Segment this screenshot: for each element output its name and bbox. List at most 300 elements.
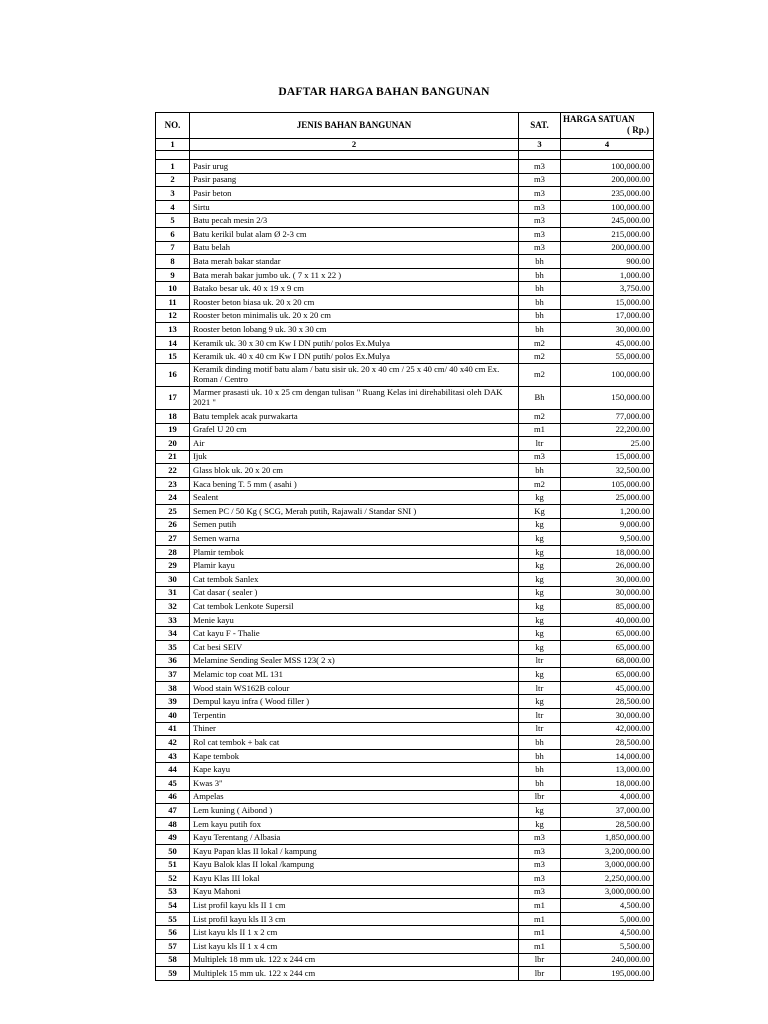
item-price: 4,000.00 [561, 790, 654, 804]
item-no: 32 [156, 600, 190, 614]
table-row [156, 940, 654, 954]
item-price: 32,500.00 [561, 464, 654, 478]
item-name: Multiplek 15 mm uk. 122 x 244 cm [190, 967, 519, 981]
item-name: Kwas 3" [190, 776, 519, 790]
table-row [156, 214, 654, 228]
table-row [156, 532, 654, 546]
item-price: 45,000.00 [561, 336, 654, 350]
item-name: List kayu kls II 1 x 2 cm [190, 926, 519, 940]
item-unit: bh [519, 282, 561, 296]
table-row [156, 831, 654, 845]
blank-cell [190, 151, 519, 160]
item-unit: m3 [519, 173, 561, 187]
table-row [156, 899, 654, 913]
table-row [156, 817, 654, 831]
item-no: 29 [156, 559, 190, 573]
item-unit: m3 [519, 200, 561, 214]
item-no: 44 [156, 763, 190, 777]
item-price: 28,500.00 [561, 695, 654, 709]
item-price: 2,250,000.00 [561, 872, 654, 886]
item-no: 16 [156, 363, 190, 386]
item-unit: kg [519, 532, 561, 546]
item-unit: m3 [519, 450, 561, 464]
item-name: Keramik uk. 40 x 40 cm Kw I DN putih/ polos Ex.Mulya [190, 350, 519, 364]
table-row [156, 722, 654, 736]
table-row [156, 858, 654, 872]
item-price: 195,000.00 [561, 967, 654, 981]
item-unit: bh [519, 776, 561, 790]
item-price: 200,000.00 [561, 173, 654, 187]
item-name: Kaca bening T. 5 mm ( asahi ) [190, 477, 519, 491]
item-no: 56 [156, 926, 190, 940]
item-unit: m1 [519, 926, 561, 940]
item-no: 57 [156, 940, 190, 954]
item-unit: kg [519, 586, 561, 600]
table-row [156, 641, 654, 655]
item-price: 245,000.00 [561, 214, 654, 228]
item-price: 150,000.00 [561, 386, 654, 409]
item-unit: kg [519, 559, 561, 573]
header-no: NO. [156, 113, 190, 139]
item-price: 3,000,000.00 [561, 858, 654, 872]
item-unit: kg [519, 600, 561, 614]
item-name: Melamine Sending Sealer MSS 123( 2 x) [190, 654, 519, 668]
item-no: 50 [156, 844, 190, 858]
item-price: 5,000.00 [561, 912, 654, 926]
table-row [156, 600, 654, 614]
item-price: 4,500.00 [561, 926, 654, 940]
item-unit: bh [519, 268, 561, 282]
item-name: Pasir pasang [190, 173, 519, 187]
item-name: Air [190, 437, 519, 451]
table-row [156, 708, 654, 722]
item-no: 3 [156, 187, 190, 201]
item-unit: lbr [519, 967, 561, 981]
table-row [156, 763, 654, 777]
item-no: 8 [156, 255, 190, 269]
item-no: 37 [156, 668, 190, 682]
table-row [156, 268, 654, 282]
item-no: 58 [156, 953, 190, 967]
item-name: Kayu Balok klas II lokal /kampung [190, 858, 519, 872]
item-name: Keramik dinding motif batu alam / batu sisir uk. 20 x 40 cm / 25 x 40 cm/ 40 x40 cm Ex. Roman / Centro [190, 363, 519, 386]
item-price: 30,000.00 [561, 573, 654, 587]
item-no: 24 [156, 491, 190, 505]
item-no: 22 [156, 464, 190, 478]
item-unit: bh [519, 763, 561, 777]
item-price: 68,000.00 [561, 654, 654, 668]
item-name: Multiplek 18 mm uk. 122 x 244 cm [190, 953, 519, 967]
table-row [156, 912, 654, 926]
item-price: 1,850,000.00 [561, 831, 654, 845]
table-row [156, 423, 654, 437]
item-name: Semen putih [190, 518, 519, 532]
column-index: 3 [519, 139, 561, 151]
item-unit: m1 [519, 899, 561, 913]
item-price: 37,000.00 [561, 804, 654, 818]
item-unit: bh [519, 295, 561, 309]
item-unit: kg [519, 695, 561, 709]
item-name: Kayu Terentang / Albasia [190, 831, 519, 845]
item-unit: m3 [519, 227, 561, 241]
blank-row [156, 151, 654, 160]
item-name: Cat dasar ( sealer ) [190, 586, 519, 600]
item-price: 17,000.00 [561, 309, 654, 323]
item-no: 17 [156, 386, 190, 409]
item-no: 25 [156, 505, 190, 519]
column-index: 4 [561, 139, 654, 151]
item-name: Grafel U 20 cm [190, 423, 519, 437]
item-no: 12 [156, 309, 190, 323]
table-row [156, 437, 654, 451]
table-row [156, 363, 654, 386]
item-price: 65,000.00 [561, 627, 654, 641]
item-unit: m3 [519, 872, 561, 886]
item-no: 55 [156, 912, 190, 926]
item-price: 77,000.00 [561, 409, 654, 423]
item-no: 9 [156, 268, 190, 282]
item-no: 6 [156, 227, 190, 241]
item-price: 9,000.00 [561, 518, 654, 532]
item-price: 30,000.00 [561, 586, 654, 600]
item-no: 42 [156, 736, 190, 750]
column-index-row [156, 139, 654, 151]
item-no: 47 [156, 804, 190, 818]
table-row [156, 505, 654, 519]
item-price: 15,000.00 [561, 295, 654, 309]
table-row [156, 491, 654, 505]
item-no: 10 [156, 282, 190, 296]
item-unit: m3 [519, 187, 561, 201]
table-row [156, 613, 654, 627]
item-unit: m3 [519, 241, 561, 255]
table-row [156, 336, 654, 350]
item-unit: kg [519, 804, 561, 818]
item-price: 1,000.00 [561, 268, 654, 282]
item-price: 25,000.00 [561, 491, 654, 505]
table-row [156, 559, 654, 573]
item-no: 43 [156, 749, 190, 763]
item-price: 30,000.00 [561, 323, 654, 337]
table-row [156, 545, 654, 559]
item-no: 18 [156, 409, 190, 423]
item-price: 13,000.00 [561, 763, 654, 777]
item-unit: kg [519, 613, 561, 627]
item-no: 31 [156, 586, 190, 600]
table-row [156, 227, 654, 241]
table-row [156, 736, 654, 750]
blank-cell [519, 151, 561, 160]
table-row [156, 282, 654, 296]
page-title: DAFTAR HARGA BAHAN BANGUNAN [278, 86, 490, 98]
item-unit: Kg [519, 505, 561, 519]
table-row [156, 409, 654, 423]
table-row [156, 668, 654, 682]
item-price: 235,000.00 [561, 187, 654, 201]
header-name: JENIS BAHAN BANGUNAN [190, 113, 519, 139]
item-price: 65,000.00 [561, 668, 654, 682]
header-price-line1: HARGA SATUAN [563, 114, 635, 124]
item-price: 4,500.00 [561, 899, 654, 913]
item-name: Wood stain WS162B colour [190, 681, 519, 695]
item-name: Lem kayu putih fox [190, 817, 519, 831]
item-price: 85,000.00 [561, 600, 654, 614]
item-price: 25.00 [561, 437, 654, 451]
item-name: Cat tembok Lenkote Supersil [190, 600, 519, 614]
item-unit: m2 [519, 409, 561, 423]
item-price: 1,200.00 [561, 505, 654, 519]
table-row [156, 323, 654, 337]
table-row [156, 790, 654, 804]
item-unit: ltr [519, 654, 561, 668]
item-name: Cat tembok Sanlex [190, 573, 519, 587]
item-price: 3,750.00 [561, 282, 654, 296]
item-unit: ltr [519, 437, 561, 451]
item-price: 240,000.00 [561, 953, 654, 967]
table-row [156, 255, 654, 269]
item-unit: ltr [519, 681, 561, 695]
item-price: 30,000.00 [561, 708, 654, 722]
item-no: 33 [156, 613, 190, 627]
item-name: List profil kayu kls II 1 cm [190, 899, 519, 913]
item-no: 49 [156, 831, 190, 845]
item-price: 5,500.00 [561, 940, 654, 954]
item-no: 52 [156, 872, 190, 886]
item-unit: m2 [519, 363, 561, 386]
table-row [156, 309, 654, 323]
item-name: Batu kerikil bulat alam Ø 2-3 cm [190, 227, 519, 241]
item-price: 100,000.00 [561, 200, 654, 214]
item-name: Melamic top coat ML 131 [190, 668, 519, 682]
table-row [156, 627, 654, 641]
item-price: 26,000.00 [561, 559, 654, 573]
item-no: 59 [156, 967, 190, 981]
item-no: 51 [156, 858, 190, 872]
table-row [156, 844, 654, 858]
item-no: 48 [156, 817, 190, 831]
item-price: 3,000,000.00 [561, 885, 654, 899]
table-row [156, 695, 654, 709]
table-row [156, 804, 654, 818]
item-name: Bata merah bakar standar [190, 255, 519, 269]
item-no: 39 [156, 695, 190, 709]
item-name: Kayu Mahoni [190, 885, 519, 899]
item-name: Pasir beton [190, 187, 519, 201]
item-price: 100,000.00 [561, 160, 654, 174]
table-row [156, 200, 654, 214]
item-name: Plamir kayu [190, 559, 519, 573]
item-no: 35 [156, 641, 190, 655]
item-name: Menie kayu [190, 613, 519, 627]
item-no: 15 [156, 350, 190, 364]
item-price: 100,000.00 [561, 363, 654, 386]
table-row [156, 586, 654, 600]
table-row [156, 967, 654, 981]
item-name: Cat besi SEIV [190, 641, 519, 655]
blank-cell [561, 151, 654, 160]
item-no: 19 [156, 423, 190, 437]
item-no: 28 [156, 545, 190, 559]
header-price [561, 113, 654, 139]
table-row [156, 477, 654, 491]
item-no: 40 [156, 708, 190, 722]
item-name: Ijuk [190, 450, 519, 464]
item-price: 105,000.00 [561, 477, 654, 491]
item-unit: m1 [519, 940, 561, 954]
table-row [156, 386, 654, 409]
table-row [156, 926, 654, 940]
item-unit: bh [519, 255, 561, 269]
item-name: Rooster beton biasa uk. 20 x 20 cm [190, 295, 519, 309]
table-row [156, 654, 654, 668]
item-no: 4 [156, 200, 190, 214]
item-price: 22,200.00 [561, 423, 654, 437]
item-unit: bh [519, 464, 561, 478]
table-row [156, 187, 654, 201]
item-unit: ltr [519, 722, 561, 736]
table-row [156, 464, 654, 478]
item-unit: m3 [519, 831, 561, 845]
item-name: Batu templek acak purwakarta [190, 409, 519, 423]
item-name: Thiner [190, 722, 519, 736]
item-price: 18,000.00 [561, 545, 654, 559]
item-name: Glass blok uk. 20 x 20 cm [190, 464, 519, 478]
item-unit: m3 [519, 160, 561, 174]
item-price: 28,500.00 [561, 736, 654, 750]
table-row [156, 953, 654, 967]
item-name: Marmer prasasti uk. 10 x 25 cm dengan tulisan " Ruang Kelas ini direhabilitasi oleh DAK 2021 " [190, 386, 519, 409]
item-price: 28,500.00 [561, 817, 654, 831]
item-price: 42,000.00 [561, 722, 654, 736]
item-unit: bh [519, 309, 561, 323]
table-row [156, 681, 654, 695]
item-price: 215,000.00 [561, 227, 654, 241]
item-price: 14,000.00 [561, 749, 654, 763]
item-name: List kayu kls II 1 x 4 cm [190, 940, 519, 954]
item-no: 14 [156, 336, 190, 350]
item-unit: m1 [519, 423, 561, 437]
item-name: Rooster beton minimalis uk. 20 x 20 cm [190, 309, 519, 323]
item-no: 27 [156, 532, 190, 546]
table-row [156, 241, 654, 255]
table-header-row [156, 113, 654, 139]
table-row [156, 450, 654, 464]
item-price: 9,500.00 [561, 532, 654, 546]
item-name: Sirtu [190, 200, 519, 214]
item-unit: m3 [519, 885, 561, 899]
item-price: 900.00 [561, 255, 654, 269]
item-name: Sealent [190, 491, 519, 505]
item-unit: m3 [519, 214, 561, 228]
item-name: Keramik uk. 30 x 30 cm Kw I DN putih/ polos Ex.Mulya [190, 336, 519, 350]
item-unit: bh [519, 323, 561, 337]
item-no: 34 [156, 627, 190, 641]
item-no: 23 [156, 477, 190, 491]
table-row [156, 295, 654, 309]
item-no: 36 [156, 654, 190, 668]
item-price: 18,000.00 [561, 776, 654, 790]
item-name: Lem kuning ( Aibond ) [190, 804, 519, 818]
header-sat: SAT. [519, 113, 561, 139]
item-name: Kape kayu [190, 763, 519, 777]
table-row [156, 350, 654, 364]
item-name: Rol cat tembok + bak cat [190, 736, 519, 750]
item-unit: kg [519, 627, 561, 641]
item-name: Semen PC / 50 Kg ( SCG, Merah putih, Rajawali / Standar SNI ) [190, 505, 519, 519]
item-name: Ampelas [190, 790, 519, 804]
column-index: 1 [156, 139, 190, 151]
item-unit: bh [519, 749, 561, 763]
item-name: Batako besar uk. 40 x 19 x 9 cm [190, 282, 519, 296]
item-no: 41 [156, 722, 190, 736]
table-row [156, 776, 654, 790]
item-unit: kg [519, 491, 561, 505]
item-price: 55,000.00 [561, 350, 654, 364]
item-unit: kg [519, 545, 561, 559]
item-no: 2 [156, 173, 190, 187]
item-name: Batu belah [190, 241, 519, 255]
table-row [156, 749, 654, 763]
item-unit: bh [519, 736, 561, 750]
item-unit: kg [519, 518, 561, 532]
table-row [156, 573, 654, 587]
item-name: Semen warna [190, 532, 519, 546]
item-name: Terpentin [190, 708, 519, 722]
table-row [156, 518, 654, 532]
item-name: Batu pecah mesin 2/3 [190, 214, 519, 228]
item-unit: kg [519, 641, 561, 655]
item-unit: kg [519, 668, 561, 682]
item-price: 65,000.00 [561, 641, 654, 655]
item-name: Pasir urug [190, 160, 519, 174]
item-unit: m2 [519, 477, 561, 491]
table-row [156, 885, 654, 899]
item-unit: lbr [519, 790, 561, 804]
table-row [156, 173, 654, 187]
item-unit: m3 [519, 858, 561, 872]
item-name: Kape tembok [190, 749, 519, 763]
item-unit: lbr [519, 953, 561, 967]
item-no: 7 [156, 241, 190, 255]
item-no: 46 [156, 790, 190, 804]
item-name: List profil kayu kls II 3 cm [190, 912, 519, 926]
item-price: 15,000.00 [561, 450, 654, 464]
item-no: 11 [156, 295, 190, 309]
item-name: Rooster beton lobang 9 uk. 30 x 30 cm [190, 323, 519, 337]
item-no: 20 [156, 437, 190, 451]
item-name: Kayu Klas III lokal [190, 872, 519, 886]
item-unit: m2 [519, 350, 561, 364]
item-unit: kg [519, 817, 561, 831]
item-unit: Bh [519, 386, 561, 409]
item-name: Cat kayu F - Thalie [190, 627, 519, 641]
item-price: 200,000.00 [561, 241, 654, 255]
item-no: 38 [156, 681, 190, 695]
item-name: Bata merah bakar jumbo uk. ( 7 x 11 x 22 ) [190, 268, 519, 282]
item-no: 45 [156, 776, 190, 790]
item-price: 3,200,000.00 [561, 844, 654, 858]
item-no: 30 [156, 573, 190, 587]
item-price: 45,000.00 [561, 681, 654, 695]
item-name: Dempul kayu infra ( Wood filler ) [190, 695, 519, 709]
item-no: 5 [156, 214, 190, 228]
item-no: 54 [156, 899, 190, 913]
column-index: 2 [190, 139, 519, 151]
item-no: 26 [156, 518, 190, 532]
item-no: 53 [156, 885, 190, 899]
item-price: 40,000.00 [561, 613, 654, 627]
item-no: 21 [156, 450, 190, 464]
